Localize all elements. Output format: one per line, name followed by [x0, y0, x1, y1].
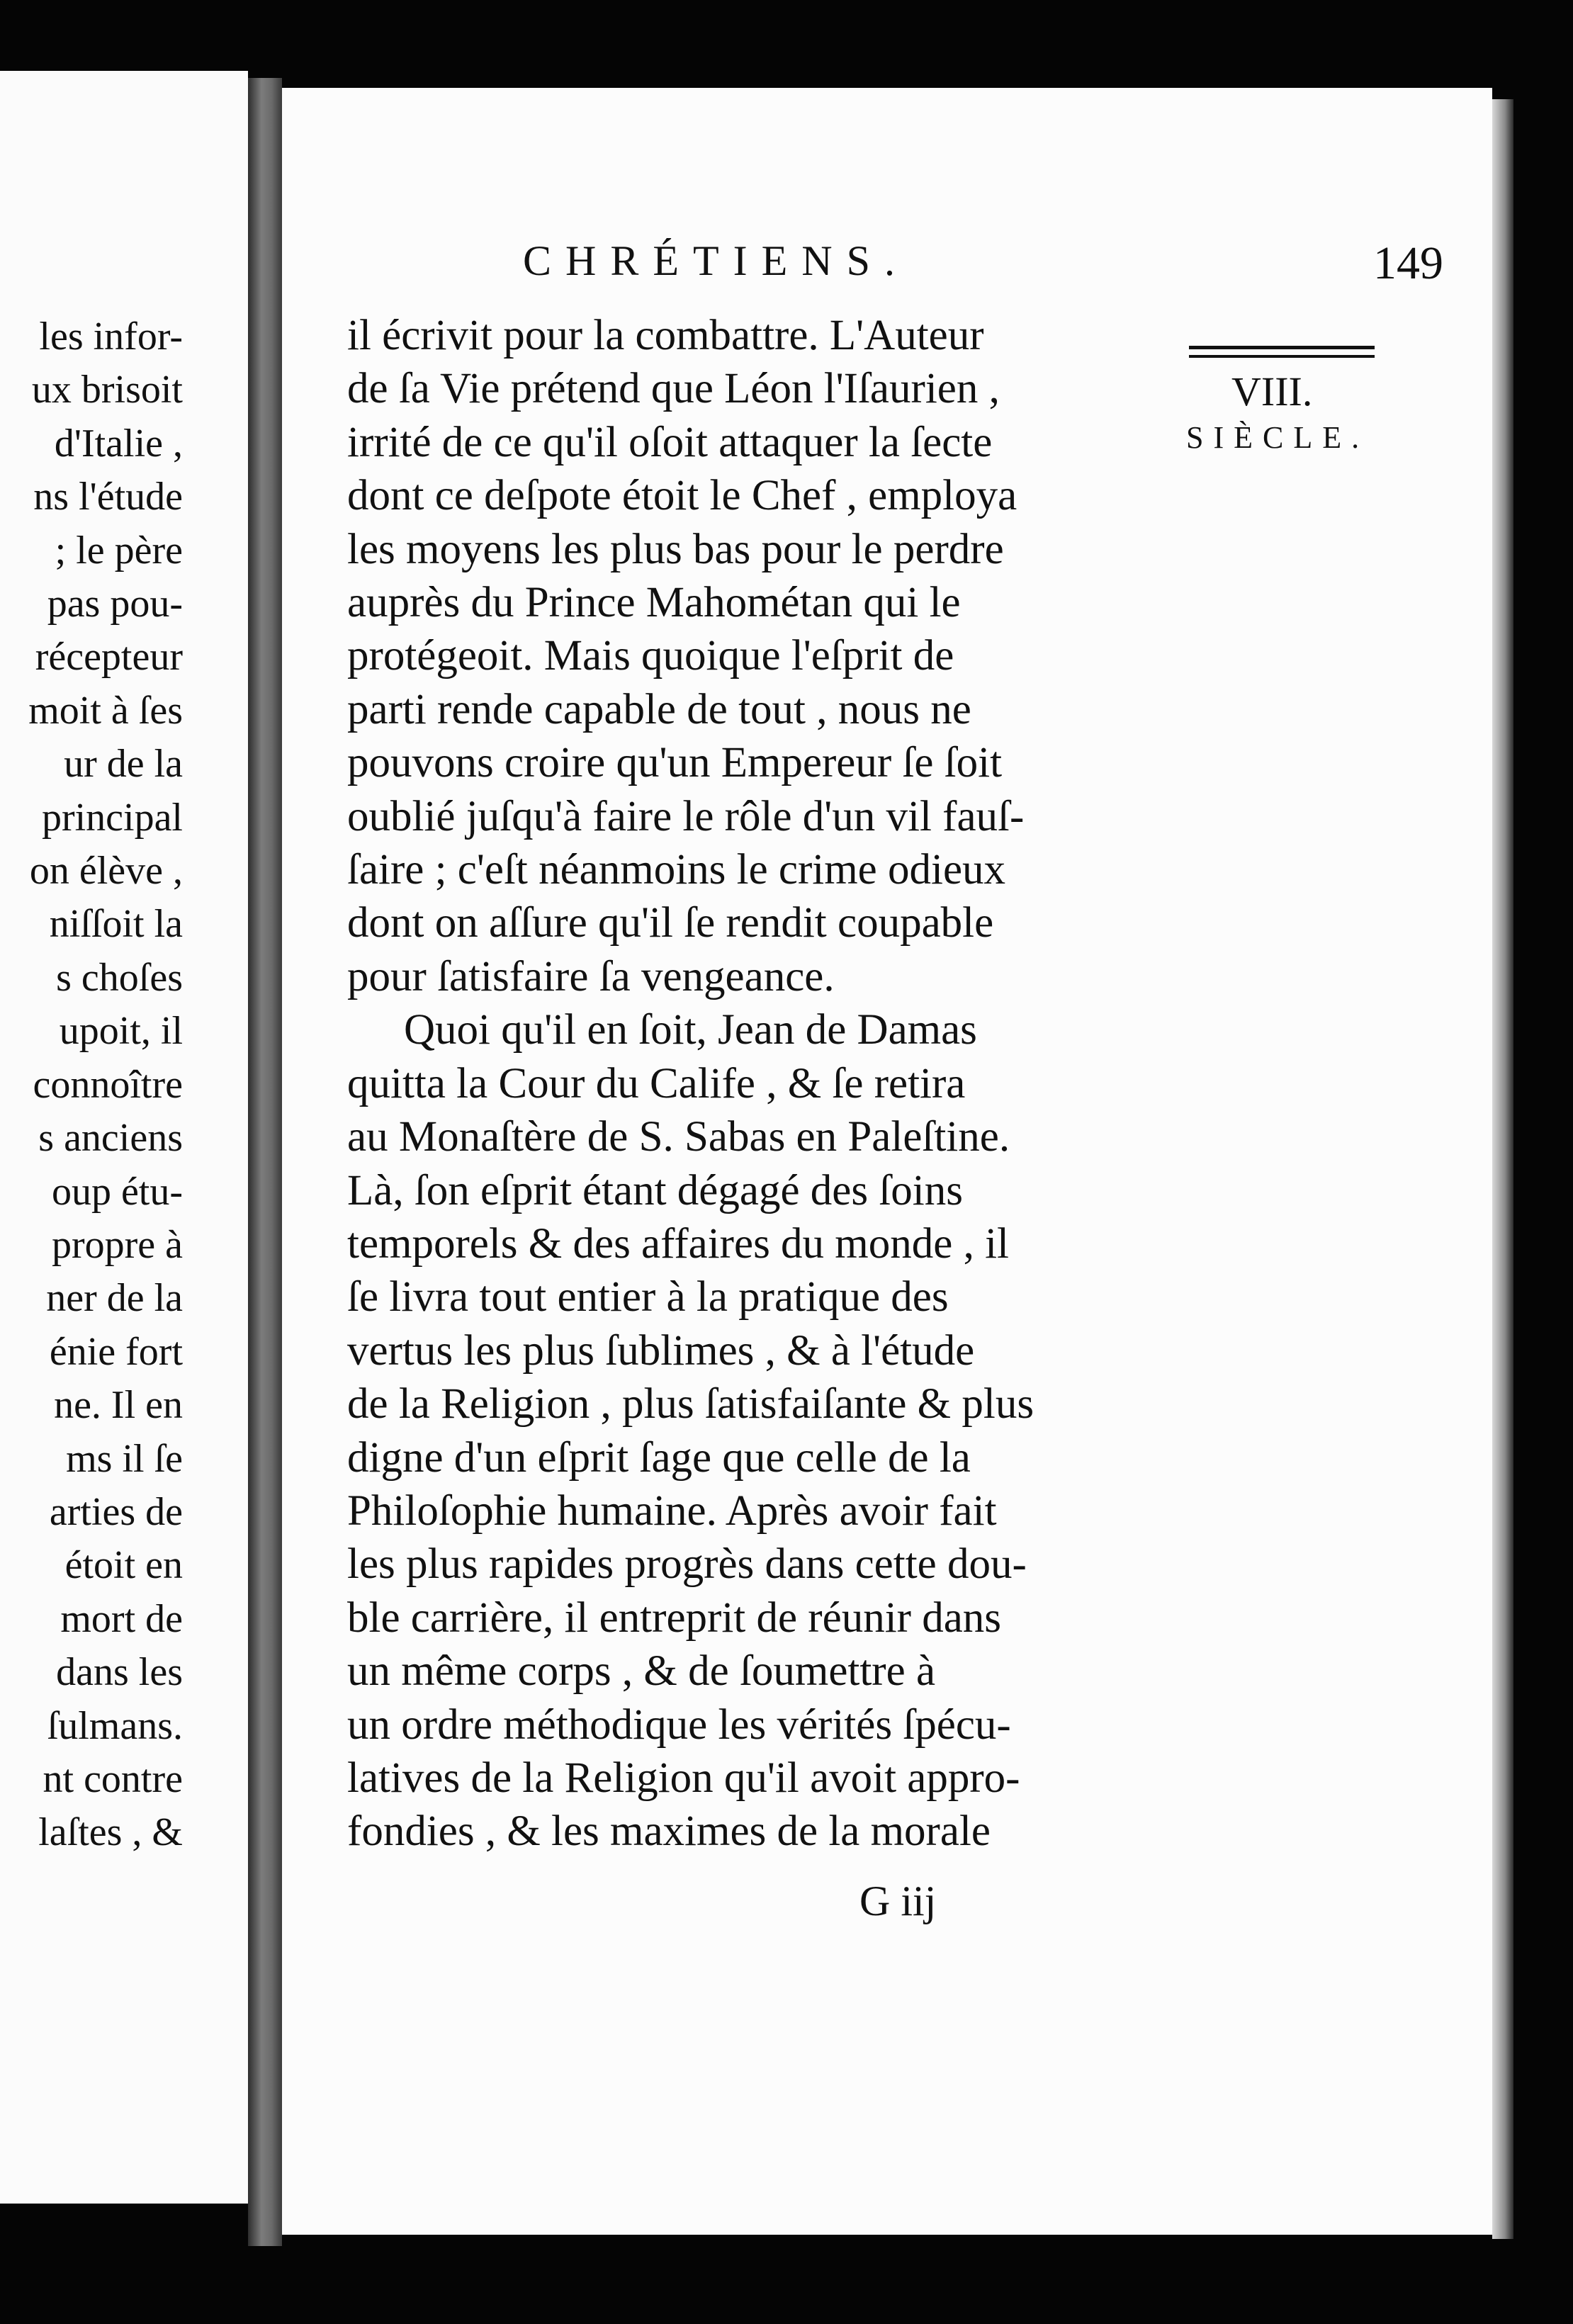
right-page	[282, 88, 1492, 2235]
left-text-line: connoître	[33, 1062, 183, 1107]
text-line: vertus les plus ſublimes , & à l'étude	[347, 1326, 975, 1375]
left-text-line: s choſes	[56, 955, 183, 1000]
left-text-line: upoit, il	[59, 1009, 183, 1054]
left-text-line: ux brisoit	[31, 368, 183, 412]
text-line: auprès du Prince Mahométan qui le	[347, 579, 961, 627]
left-text-line: ms il ſe	[66, 1436, 183, 1481]
left-text-line: ur de la	[64, 742, 183, 786]
left-text-line: oup étu-	[51, 1169, 183, 1214]
left-text-line: pas pou-	[47, 582, 183, 626]
left-page-text	[28, 310, 183, 1860]
left-text-line: ns l'étude	[33, 475, 183, 519]
left-text-line: les infor-	[39, 315, 183, 359]
text-line: parti rende capable de tout , nous ne	[347, 685, 971, 733]
text-line: dont ce deſpote étoit le Chef , employa	[347, 472, 1017, 520]
text-line: pour ſatisfaire ſa vengeance.	[347, 952, 835, 1000]
text-line: protégeoit. Mais quoique l'eſprit de	[347, 632, 954, 680]
left-text-line: récepteur	[35, 635, 183, 679]
text-line: ble carrière, il entreprit de réunir dans	[347, 1593, 1002, 1642]
left-text-line: nt contre	[43, 1756, 183, 1801]
text-line: ſaire ; c'eſt néanmoins le crime odieux	[347, 846, 1006, 894]
left-text-line: ; le père	[55, 528, 183, 572]
left-page	[0, 71, 248, 2204]
left-text-line: moit à ſes	[28, 688, 183, 733]
left-text-line: ſulmans.	[47, 1703, 183, 1748]
left-text-line: dans les	[56, 1650, 183, 1695]
body-text	[347, 309, 1453, 1858]
left-text-line: énie fort	[49, 1329, 183, 1374]
text-line: de la Religion , plus ſatisfaiſante & plus	[347, 1380, 1034, 1428]
margin-century: VIII.	[1231, 368, 1313, 414]
text-line: un même corps , & de ſoumettre à	[347, 1647, 936, 1696]
left-text-line: arties de	[49, 1489, 183, 1534]
page-number: 149	[1373, 237, 1443, 289]
text-line: au Monaſtère de S. Sabas en Paleſtine.	[347, 1113, 1010, 1161]
page-edge	[1492, 99, 1513, 2239]
margin-label: SIÈCLE.	[1186, 420, 1370, 455]
text-line: les plus rapides progrès dans cette dou-	[347, 1540, 1027, 1589]
text-line: pouvons croire qu'un Empereur ſe ſoit	[347, 739, 1003, 787]
left-text-line: principal	[41, 795, 183, 840]
left-text-line: s anciens	[38, 1116, 183, 1161]
left-text-line: d'Italie ,	[54, 421, 183, 466]
book-gutter	[248, 78, 282, 2246]
text-line: les moyens les plus bas pour le perdre	[347, 525, 1004, 573]
text-line: il écrivit pour la combattre. L'Auteur	[347, 312, 984, 359]
left-text-line: mort de	[60, 1596, 183, 1641]
margin-rule	[1189, 346, 1375, 358]
text-line: Là, ſon eſprit étant dégagé des ſoins	[347, 1166, 963, 1214]
left-text-line: propre à	[51, 1222, 183, 1267]
text-line: Philoſophie humaine. Après avoir fait	[347, 1487, 997, 1535]
text-line: dont on aſſure qu'il ſe rendit coupable	[347, 899, 994, 947]
text-line: digne d'un eſprit ſage que celle de la	[347, 1433, 971, 1482]
text-line: quitta la Cour du Calife , & ſe retira	[347, 1059, 966, 1107]
left-text-line: ner de la	[46, 1276, 183, 1321]
left-text-line: niſſoit la	[49, 902, 183, 947]
text-line: latives de la Religion qu'il avoit appro-	[347, 1754, 1020, 1802]
text-line: ſe livra tout entier à la pratique des	[347, 1273, 949, 1321]
left-text-line: on élève ,	[29, 849, 183, 893]
page-header	[523, 237, 1458, 308]
text-line: un ordre méthodique les vérités ſpécu-	[347, 1700, 1011, 1749]
text-line: fondies , & les maximes de la morale	[347, 1807, 991, 1856]
running-title: CHRÉTIENS.	[523, 237, 909, 284]
left-text-line: étoit en	[64, 1543, 183, 1588]
signature-mark: G iij	[859, 1878, 937, 1924]
text-line: irrité de ce qu'il oſoit attaquer la ſecte	[347, 418, 993, 466]
text-line: temporels & des affaires du monde , il	[347, 1219, 1009, 1268]
left-text-line: laſtes , &	[38, 1810, 183, 1855]
text-line: de ſa Vie prétend que Léon l'Iſaurien ,	[347, 365, 1000, 413]
left-text-line: ne. Il en	[54, 1383, 183, 1428]
text-line: Quoi qu'il en ſoit, Jean de Damas	[404, 1006, 977, 1054]
text-line: oublié juſqu'à faire le rôle d'un vil fauſ-	[347, 792, 1025, 840]
